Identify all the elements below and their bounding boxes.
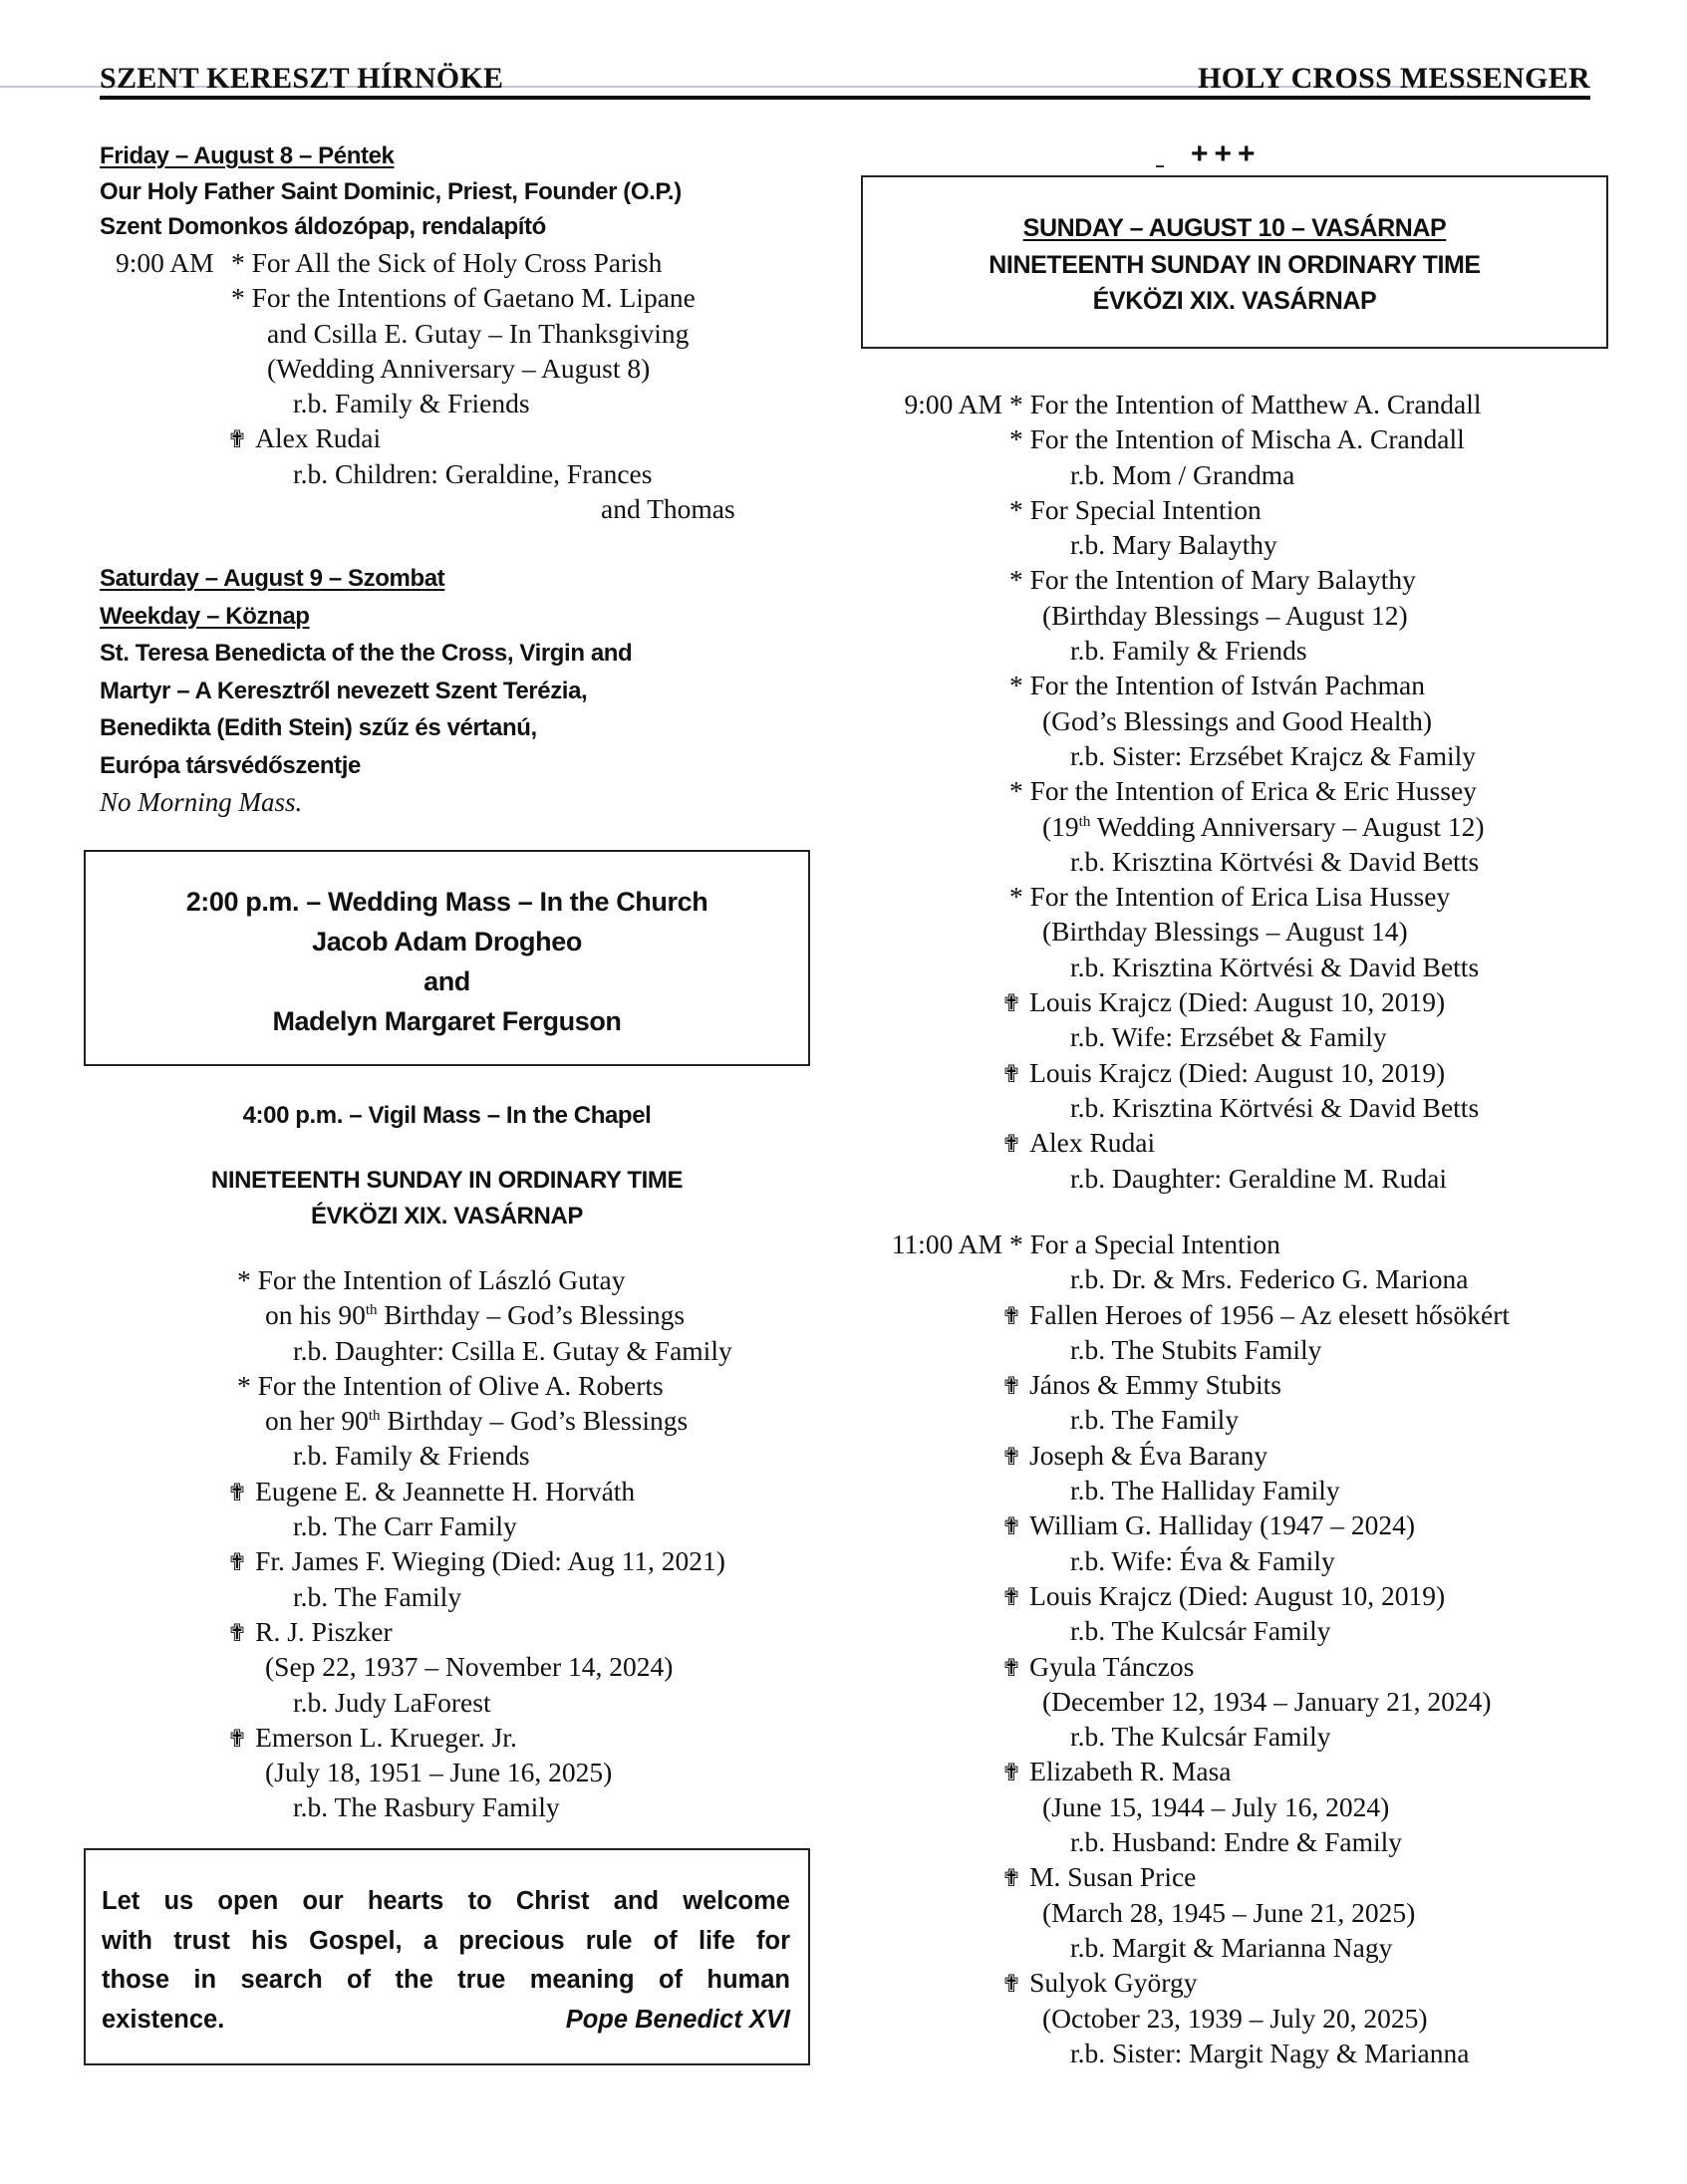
sunday-box [861, 175, 1608, 349]
friday-heading: Friday – August 8 – Péntek [100, 142, 395, 169]
intention-line [0, 1125, 1687, 1160]
intention-text: r.b. Husband: Endre & Family [1070, 1826, 1403, 1858]
intention-text: (God’s Blessings and Good Health) [1042, 704, 1433, 736]
ordinal-suffix: th [365, 1302, 378, 1319]
intention-line [0, 1438, 1687, 1473]
intention-text: r.b. The Family [1070, 1404, 1240, 1436]
wedding-bride: Madelyn Margaret Ferguson [272, 1006, 622, 1036]
mass-time: 9:00 AM [116, 247, 214, 278]
cross-icon: ✟ [1001, 1372, 1022, 1401]
intention-line [0, 1965, 1687, 2000]
intention-text: r.b. Mom / Grandma [1070, 458, 1295, 490]
intention-text: Alex Rudai [1029, 1127, 1156, 1159]
intention-text: Louis Krajcz (Died: August 10, 2019) [1029, 986, 1446, 1018]
intention-text: and Csilla E. Gutay – In Thanksgiving [267, 317, 690, 349]
intention-line [0, 914, 1687, 949]
intention-line [0, 844, 1687, 879]
asterisk-icon: * [1009, 881, 1030, 913]
intention-text: (March 28, 1945 – June 21, 2025) [1042, 1896, 1416, 1928]
cross-icon: ✟ [1001, 1442, 1022, 1471]
intention-text: Birthday – God’s Blessings [377, 1299, 686, 1331]
quote-author: Pope Benedict XVI [565, 2005, 790, 2034]
intention-text: r.b. Daughter: Csilla E. Gutay & Family [293, 1334, 732, 1366]
cross-icon: ✟ [227, 1478, 248, 1506]
intention-line [0, 1507, 1687, 1542]
asterisk-icon: * [237, 1264, 258, 1295]
cross-icon: ✟ [227, 1548, 248, 1577]
intention-line [0, 1261, 1687, 1296]
cross-icon: ✟ [1001, 989, 1022, 1018]
wedding-and: and [423, 966, 470, 996]
intention-text: (October 23, 1939 – July 20, 2025) [1042, 2002, 1428, 2034]
intention-line [0, 738, 1687, 773]
intention-text: For the Intention of István Pachman [1029, 670, 1425, 701]
intention-text: r.b. The Stubits Family [1070, 1333, 1322, 1365]
vigil-sunday-hungarian: ÉVKÖZI XIX. VASÁRNAP [311, 1203, 583, 1229]
intention-text: r.b. The Kulcsár Family [1070, 1721, 1331, 1753]
intention-text: (December 12, 1934 – January 21, 2024) [1042, 1685, 1492, 1717]
intention-text: (July 18, 1951 – June 16, 2025) [265, 1757, 613, 1788]
intention-line [0, 1297, 1687, 1332]
intention-text: For All the Sick of Holy Cross Parish [251, 247, 663, 278]
intention-text: Birthday – God’s Blessings [380, 1405, 689, 1437]
intention-text: r.b. Krisztina Körtvési & David Betts [1070, 845, 1480, 877]
mass-time: 11:00 AM [891, 1228, 1002, 1259]
intention-line [0, 2036, 1687, 2070]
intention-line [0, 1719, 1687, 1754]
intention-text: (19 [1042, 810, 1079, 842]
cross-icon: ✟ [1001, 1582, 1022, 1611]
intention-text: M. Susan Price [1029, 1861, 1197, 1893]
intention-text: For Special Intention [1029, 493, 1262, 525]
intention-text: r.b. Sister: Margit Nagy & Marianna [1070, 2037, 1470, 2068]
vigil-sunday-english: NINETEENTH SUNDAY IN ORDINARY TIME [210, 1167, 684, 1194]
quote-line: those in search of the true meaning of human [102, 1966, 790, 1995]
asterisk-icon: * [1009, 670, 1030, 701]
cross-icon: ✟ [1001, 1864, 1022, 1893]
asterisk-icon: * [1009, 423, 1030, 455]
asterisk-icon: * [1009, 1228, 1030, 1259]
intention-line [0, 1161, 1687, 1196]
intention-text: (June 15, 1944 – July 16, 2024) [1042, 1790, 1390, 1822]
intention-text: r.b. The Kulcsár Family [1070, 1615, 1331, 1647]
cross-icon: ✟ [227, 1618, 248, 1647]
cross-icon: ✟ [1001, 1059, 1022, 1088]
intention-line [0, 2001, 1687, 2036]
intention-line [0, 1824, 1687, 1859]
intention-line [0, 703, 1687, 738]
intention-text: (Birthday Blessings – August 12) [1042, 599, 1408, 631]
saturday-heading: Saturday – August 9 – Szombat [100, 565, 445, 592]
intention-text: r.b. Judy LaForest [293, 1686, 491, 1718]
friday-saint-hungarian: Szent Domonkos áldozópap, rendalapító [100, 213, 546, 241]
intention-line [0, 1613, 1687, 1648]
intention-line [0, 950, 1687, 984]
intention-line [0, 1090, 1687, 1125]
intention-text: Sulyok György [1029, 1967, 1198, 1999]
intention-text: Elizabeth R. Masa [1029, 1756, 1232, 1787]
intention-text: Fr. James F. Wieging (Died: Aug 11, 2021) [255, 1545, 725, 1577]
intention-text: r.b. Krisztina Körtvési & David Betts [1070, 951, 1480, 982]
intention-line [0, 351, 817, 386]
saturday-saint-line: Martyr – A Keresztről nevezett Szent Terézia, [100, 677, 588, 704]
intention-line [0, 1367, 1687, 1402]
intention-line [0, 1754, 1687, 1788]
quote-last-line: existence. [102, 2005, 225, 2034]
asterisk-icon: * [231, 247, 252, 278]
intention-text: r.b. Mary Balaythy [1070, 529, 1277, 561]
cross-icon: ✟ [1001, 1653, 1022, 1682]
intention-text: r.b. Wife: Éva & Family [1070, 1544, 1335, 1576]
intention-text: on her 90 [265, 1405, 369, 1437]
intention-text: R. J. Piszker [255, 1615, 393, 1647]
intention-line [0, 245, 817, 280]
intention-line [0, 1227, 1687, 1261]
intention-line [0, 387, 1687, 421]
saturday-saint-line: Európa társvédőszentje [100, 751, 361, 779]
intention-text: r.b. Family & Friends [293, 1440, 530, 1472]
intention-line [0, 773, 1687, 808]
cross-icon: ✟ [227, 425, 248, 454]
intention-text: r.b. The Halliday Family [1070, 1475, 1340, 1506]
cross-icon: ✟ [1001, 1130, 1022, 1159]
intention-line [0, 1332, 1687, 1367]
intention-text: r.b. Dr. & Mrs. Federico G. Mariona [1070, 1263, 1469, 1295]
intention-text: (Sep 22, 1937 – November 14, 2024) [265, 1651, 674, 1683]
intention-line [0, 1543, 1687, 1578]
intention-text: For the Intention of Mischa A. Crandall [1029, 423, 1465, 455]
saturday-note: No Morning Mass. [100, 787, 303, 817]
quote-line: Let us open our hearts to Christ and welcome [102, 1887, 790, 1915]
asterisk-icon: * [1009, 389, 1030, 419]
quote-line: with trust his Gospel, a precious rule of life for [102, 1926, 790, 1955]
intention-text: Emerson L. Krueger. Jr. [255, 1721, 517, 1753]
intention-text: r.b. The Family [293, 1580, 462, 1612]
intention-text: János & Emmy Stubits [1029, 1369, 1281, 1401]
intention-text: r.b. The Rasbury Family [293, 1791, 560, 1823]
intention-text: r.b. Wife: Erzsébet & Family [1070, 1021, 1387, 1053]
intention-text: and Thomas [601, 493, 735, 525]
intention-line [0, 562, 1687, 597]
saturday-saint-line: St. Teresa Benedicta of the the Cross, Virgin and [100, 640, 633, 667]
section-separator: +++ [1191, 137, 1262, 170]
intention-line [0, 316, 817, 351]
intention-text: For the Intentions of Gaetano M. Lipane [251, 282, 696, 314]
saturday-subheading: Weekday – Köznap [100, 602, 310, 630]
intention-line [0, 527, 1687, 562]
cross-icon: ✟ [1001, 1301, 1022, 1330]
intention-line [0, 633, 1687, 668]
intention-text: Joseph & Éva Barany [1029, 1439, 1268, 1471]
cross-icon: ✟ [1001, 1512, 1022, 1541]
friday-section [100, 138, 682, 245]
intention-line [0, 1895, 1687, 1930]
ordinal-suffix: th [1078, 813, 1091, 830]
intention-line [0, 879, 1687, 914]
intention-line [0, 1649, 1687, 1684]
asterisk-icon: * [1009, 775, 1030, 807]
intention-text: r.b. Sister: Erzsébet Krajcz & Family [1070, 739, 1477, 771]
saturday-saint-line: Benedikta (Edith Stein) szűz és vértanú, [100, 714, 537, 741]
intention-text: For the Intention of Erica Lisa Hussey [1029, 881, 1451, 913]
mass-time: 9:00 AM [904, 389, 1002, 419]
intention-text: For the Intention of László Gutay [257, 1264, 626, 1295]
cross-icon: ✟ [1001, 1759, 1022, 1787]
intention-text: r.b. Family & Friends [1070, 635, 1307, 667]
intention-line [0, 1789, 1687, 1824]
friday-saint-english: Our Holy Father Saint Dominic, Priest, Founder (O.P.) [100, 177, 682, 205]
cross-icon: ✟ [1001, 1970, 1022, 1999]
intention-line [0, 984, 1687, 1019]
intention-text: Alex Rudai [255, 422, 382, 454]
intention-text: For the Intention of Erica & Eric Hussey [1029, 775, 1477, 807]
sunday-heading: SUNDAY – AUGUST 10 – VASÁRNAP [1022, 214, 1447, 242]
intention-text: Louis Krajcz (Died: August 10, 2019) [1029, 1056, 1446, 1088]
intention-text: For the Intention of Matthew A. Crandall [1029, 389, 1482, 419]
intention-line [0, 1055, 1687, 1090]
intention-line [0, 1019, 1687, 1054]
intention-text: Fallen Heroes of 1956 – Az elesett hősökért [1029, 1298, 1511, 1330]
intention-text: Gyula Tánczos [1029, 1650, 1195, 1682]
intention-line [0, 1859, 1687, 1894]
intention-line [0, 1473, 1687, 1507]
intention-text: Louis Krajcz (Died: August 10, 2019) [1029, 1579, 1446, 1611]
scan-speck [1156, 165, 1164, 167]
intention-text: r.b. Children: Geraldine, Frances [293, 457, 653, 489]
intention-text: r.b. Daughter: Geraldine M. Rudai [1070, 1162, 1448, 1194]
ordinal-suffix: th [368, 1408, 381, 1425]
vigil-mass-title: 4:00 p.m. – Vigil Mass – In the Chapel [242, 1102, 652, 1129]
header-rule [100, 96, 1590, 100]
sunday-title-hungarian: ÉVKÖZI XIX. VASÁRNAP [1092, 287, 1377, 315]
intention-text: r.b. Margit & Marianna Nagy [1070, 1931, 1393, 1963]
intention-line [0, 457, 1687, 492]
intention-line [0, 598, 1687, 633]
newsletter-title-english: HOLY CROSS MESSENGER [1198, 62, 1590, 95]
cross-icon: ✟ [227, 1724, 248, 1753]
intention-line [0, 492, 1687, 527]
sunday-11am-intentions [0, 1227, 1687, 2070]
sunday-title-english: NINETEENTH SUNDAY IN ORDINARY TIME [988, 250, 1481, 279]
intention-line [0, 1930, 1687, 1965]
intention-text: For the Intention of Mary Balaythy [1029, 564, 1416, 596]
intention-text: For a Special Intention [1029, 1228, 1280, 1259]
intention-line [0, 1578, 1687, 1613]
asterisk-icon: * [237, 1369, 258, 1401]
wedding-groom: Jacob Adam Drogheo [312, 927, 582, 956]
intention-text: Wedding Anniversary – August 12) [1090, 810, 1485, 842]
intention-text: Eugene E. & Jeannette H. Horváth [255, 1475, 636, 1506]
asterisk-icon: * [1009, 564, 1030, 596]
intention-line [0, 809, 1687, 844]
intention-text: r.b. Family & Friends [293, 388, 530, 419]
intention-text: r.b. Krisztina Körtvési & David Betts [1070, 1091, 1480, 1123]
intention-line [0, 421, 1687, 456]
intention-text: For the Intention of Olive A. Roberts [257, 1369, 664, 1401]
intention-line [0, 280, 817, 315]
intention-line [0, 668, 1687, 702]
wedding-mass-title: 2:00 p.m. – Wedding Mass – In the Church [185, 887, 708, 917]
intention-line [0, 1402, 1687, 1437]
intention-text: (Birthday Blessings – August 14) [1042, 916, 1408, 948]
intention-line [0, 1684, 1687, 1719]
intention-text: William G. Halliday (1947 – 2024) [1029, 1509, 1415, 1541]
asterisk-icon: * [1009, 493, 1030, 525]
intention-text: on his 90 [265, 1299, 366, 1331]
sunday-9am-intentions [0, 387, 1687, 1196]
intention-text: r.b. The Carr Family [293, 1510, 517, 1542]
newsletter-title-hungarian: SZENT KERESZT HÍRNÖKE [100, 62, 504, 95]
asterisk-icon: * [231, 282, 252, 314]
intention-text: (Wedding Anniversary – August 8) [267, 352, 651, 384]
